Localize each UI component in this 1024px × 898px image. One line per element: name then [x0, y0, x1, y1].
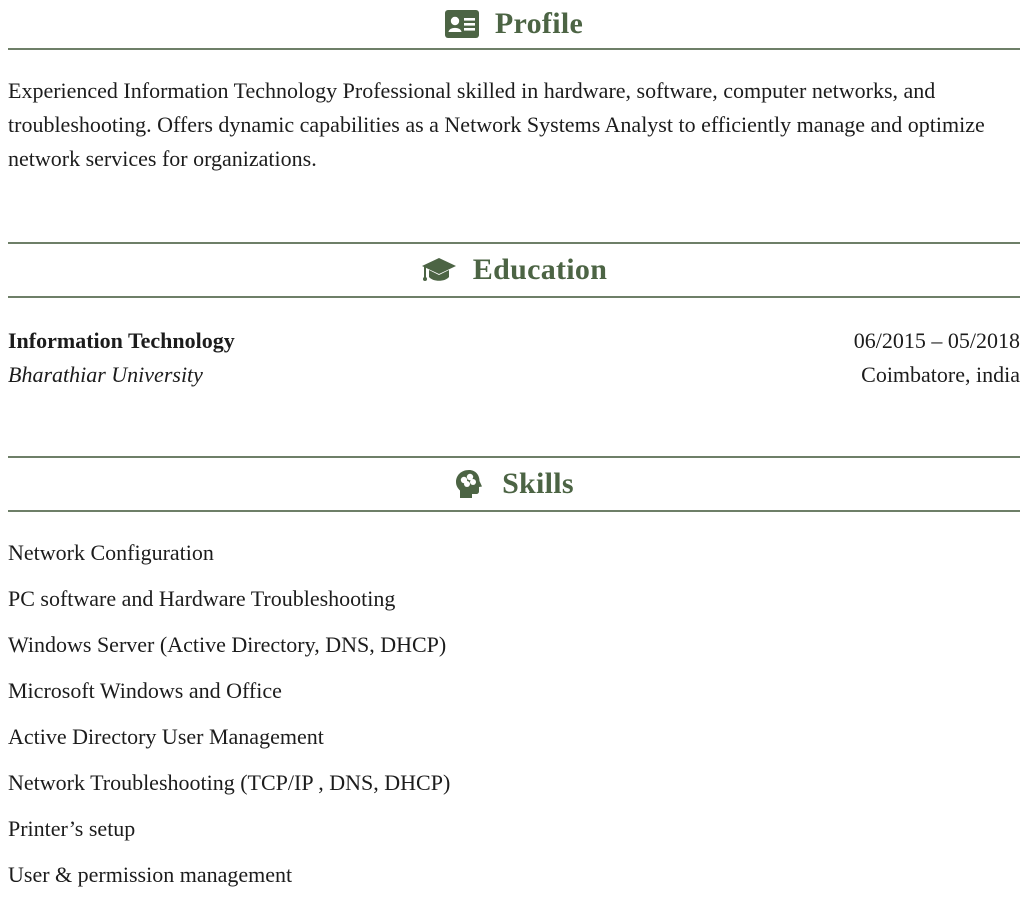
profile-divider [8, 48, 1020, 50]
education-row-bottom [8, 358, 1020, 392]
skills-header [8, 458, 1020, 510]
education-section [8, 242, 1020, 392]
skill-item: Active Directory User Management [8, 724, 324, 749]
profile-section [8, 0, 1020, 176]
education-entry [8, 324, 1020, 392]
education-location: Coimbatore, india [861, 362, 1020, 387]
skills-title: Skills [502, 467, 574, 500]
id-card-icon [445, 10, 479, 38]
education-header [8, 244, 1020, 296]
skill-item: Network Troubleshooting (TCP/IP , DNS, DHCP) [8, 770, 451, 795]
education-dates: 06/2015 – 05/2018 [853, 328, 1020, 353]
skill-item: User & permission management [8, 862, 293, 887]
skill-item: Printer’s setup [8, 816, 136, 841]
skill-item: Windows Server (Active Directory, DNS, DHCP) [8, 632, 447, 657]
profile-title: Profile [494, 7, 584, 40]
profile-summary: Experienced Information Technology Professional skilled in hardware, software, computer networks, and troubleshooting. Offers dynamic capabilities as a Network Systems Analyst to efficiently manage and optimize network services for organizations. [8, 78, 985, 171]
education-title: Education [472, 253, 608, 286]
skill-item: Microsoft Windows and Office [8, 678, 282, 703]
skill-item: Network Configuration [8, 540, 214, 565]
skills-list [8, 530, 1020, 898]
skills-divider [8, 510, 1020, 512]
education-degree: Information Technology [8, 328, 235, 353]
graduation-cap-icon [421, 256, 457, 284]
education-divider [8, 296, 1020, 298]
skill-item: PC software and Hardware Troubleshooting [8, 586, 396, 611]
head-brain-icon [454, 468, 486, 500]
education-school: Bharathiar University [8, 362, 203, 387]
profile-header [8, 0, 1020, 48]
skills-section [8, 456, 1020, 898]
education-row-top [8, 324, 1020, 358]
